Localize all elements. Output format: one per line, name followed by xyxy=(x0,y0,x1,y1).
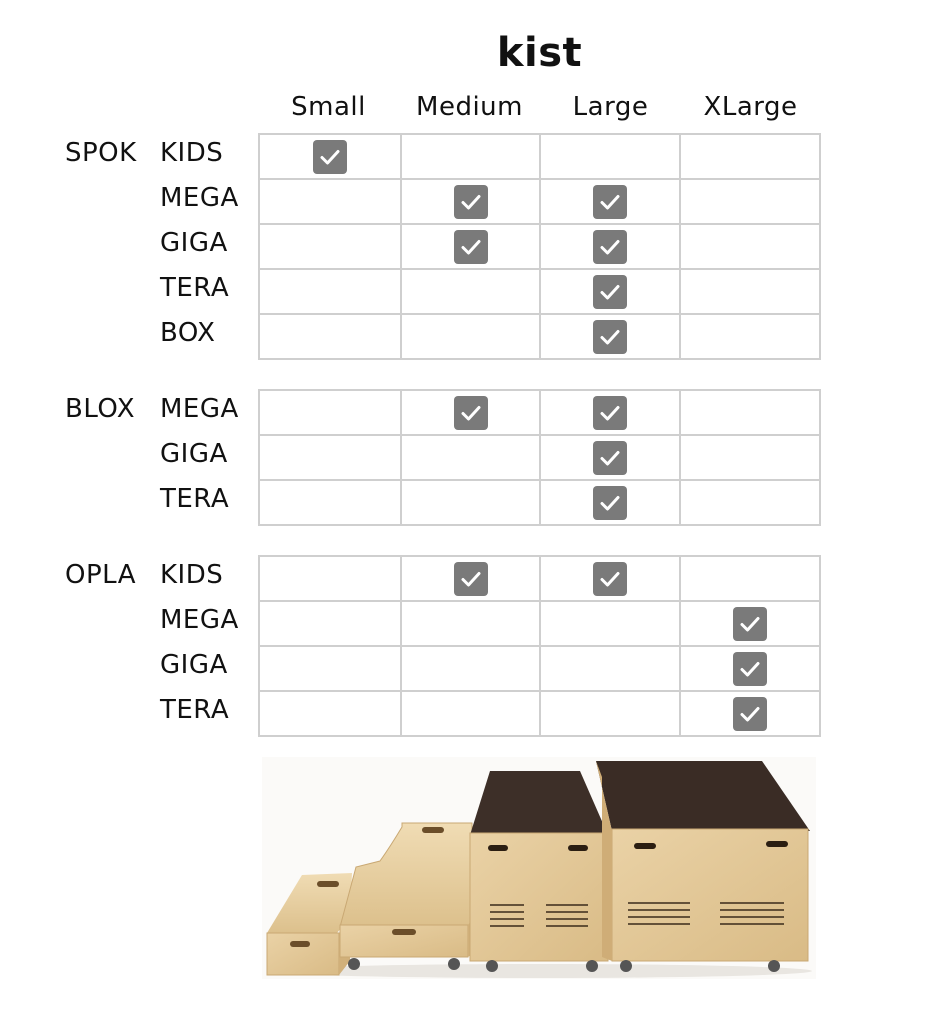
checkmark-icon xyxy=(593,275,627,309)
table-row xyxy=(260,313,819,358)
table-row xyxy=(260,135,819,178)
row-label: TERA xyxy=(160,273,230,303)
table-cell xyxy=(679,135,819,178)
table-cell xyxy=(400,647,540,690)
table-cell xyxy=(260,135,400,178)
table-cell xyxy=(400,135,540,178)
table-cell xyxy=(539,481,679,524)
table-cell xyxy=(679,481,819,524)
table-cell xyxy=(260,692,400,735)
table-cell xyxy=(400,436,540,479)
table-cell xyxy=(260,436,400,479)
table-row xyxy=(260,557,819,600)
table-cell xyxy=(539,315,679,358)
table-cell xyxy=(539,436,679,479)
table-cell xyxy=(400,602,540,645)
row-label: GIGA xyxy=(160,439,228,469)
table-cell xyxy=(539,270,679,313)
table-cell xyxy=(400,270,540,313)
table-cell xyxy=(679,391,819,434)
row-label: MEGA xyxy=(160,605,239,635)
table-cell xyxy=(679,270,819,313)
table-cell xyxy=(400,391,540,434)
table-cell xyxy=(679,557,819,600)
column-header-small: Small xyxy=(291,92,366,122)
table-cell xyxy=(539,391,679,434)
group-grid xyxy=(258,555,821,737)
checkmark-icon xyxy=(454,396,488,430)
group-label: SPOK xyxy=(65,138,137,168)
checkmark-icon xyxy=(733,607,767,641)
table-row xyxy=(260,645,819,690)
table-cell xyxy=(260,647,400,690)
row-label: GIGA xyxy=(160,228,228,258)
table-row xyxy=(260,690,819,735)
checkmark-icon xyxy=(733,652,767,686)
checkmark-icon xyxy=(454,230,488,264)
row-label: MEGA xyxy=(160,394,239,424)
crate-large xyxy=(470,771,608,972)
checkmark-icon xyxy=(593,230,627,264)
table-row xyxy=(260,178,819,223)
checkmark-icon xyxy=(593,396,627,430)
table-cell xyxy=(260,180,400,223)
row-label: BOX xyxy=(160,318,216,348)
table-cell xyxy=(539,602,679,645)
table-cell xyxy=(260,481,400,524)
checkmark-icon xyxy=(593,320,627,354)
table-cell xyxy=(260,557,400,600)
page-title: kist xyxy=(496,30,583,76)
table-cell xyxy=(400,225,540,268)
table-cell xyxy=(539,225,679,268)
table-cell xyxy=(260,270,400,313)
checkmark-icon xyxy=(593,185,627,219)
table-cell xyxy=(400,315,540,358)
product-photo xyxy=(262,757,816,979)
table-cell xyxy=(539,180,679,223)
row-label: GIGA xyxy=(160,650,228,680)
table-cell xyxy=(679,315,819,358)
table-cell xyxy=(679,180,819,223)
table-cell xyxy=(679,647,819,690)
row-label: MEGA xyxy=(160,183,239,213)
row-label: KIDS xyxy=(160,560,224,590)
table-cell xyxy=(539,692,679,735)
column-header-medium: Medium xyxy=(416,92,523,122)
table-cell xyxy=(400,180,540,223)
table-row xyxy=(260,434,819,479)
table-cell xyxy=(260,391,400,434)
row-label: TERA xyxy=(160,484,230,514)
table-cell xyxy=(679,692,819,735)
table-row xyxy=(260,268,819,313)
row-label: TERA xyxy=(160,695,230,725)
table-cell xyxy=(400,481,540,524)
table-cell xyxy=(679,225,819,268)
table-cell xyxy=(260,602,400,645)
table-row xyxy=(260,223,819,268)
table-cell xyxy=(400,557,540,600)
checkmark-icon xyxy=(454,185,488,219)
checkmark-icon xyxy=(454,562,488,596)
table-cell xyxy=(539,557,679,600)
crate-xlarge xyxy=(596,761,810,972)
table-cell xyxy=(260,315,400,358)
table-cell xyxy=(400,692,540,735)
table-cell xyxy=(539,647,679,690)
group-grid xyxy=(258,133,821,360)
table-row xyxy=(260,391,819,434)
table-row xyxy=(260,600,819,645)
column-header-large: Large xyxy=(572,92,649,122)
column-header-xlarge: XLarge xyxy=(703,92,798,122)
checkmark-icon xyxy=(733,697,767,731)
table-row xyxy=(260,479,819,524)
group-label: BLOX xyxy=(65,394,136,424)
group-label: OPLA xyxy=(65,560,137,590)
checkmark-icon xyxy=(313,140,347,174)
table-cell xyxy=(679,436,819,479)
group-grid xyxy=(258,389,821,526)
checkmark-icon xyxy=(593,486,627,520)
table-cell xyxy=(539,135,679,178)
table-cell xyxy=(679,602,819,645)
row-label: KIDS xyxy=(160,138,224,168)
checkmark-icon xyxy=(593,441,627,475)
checkmark-icon xyxy=(593,562,627,596)
table-cell xyxy=(260,225,400,268)
